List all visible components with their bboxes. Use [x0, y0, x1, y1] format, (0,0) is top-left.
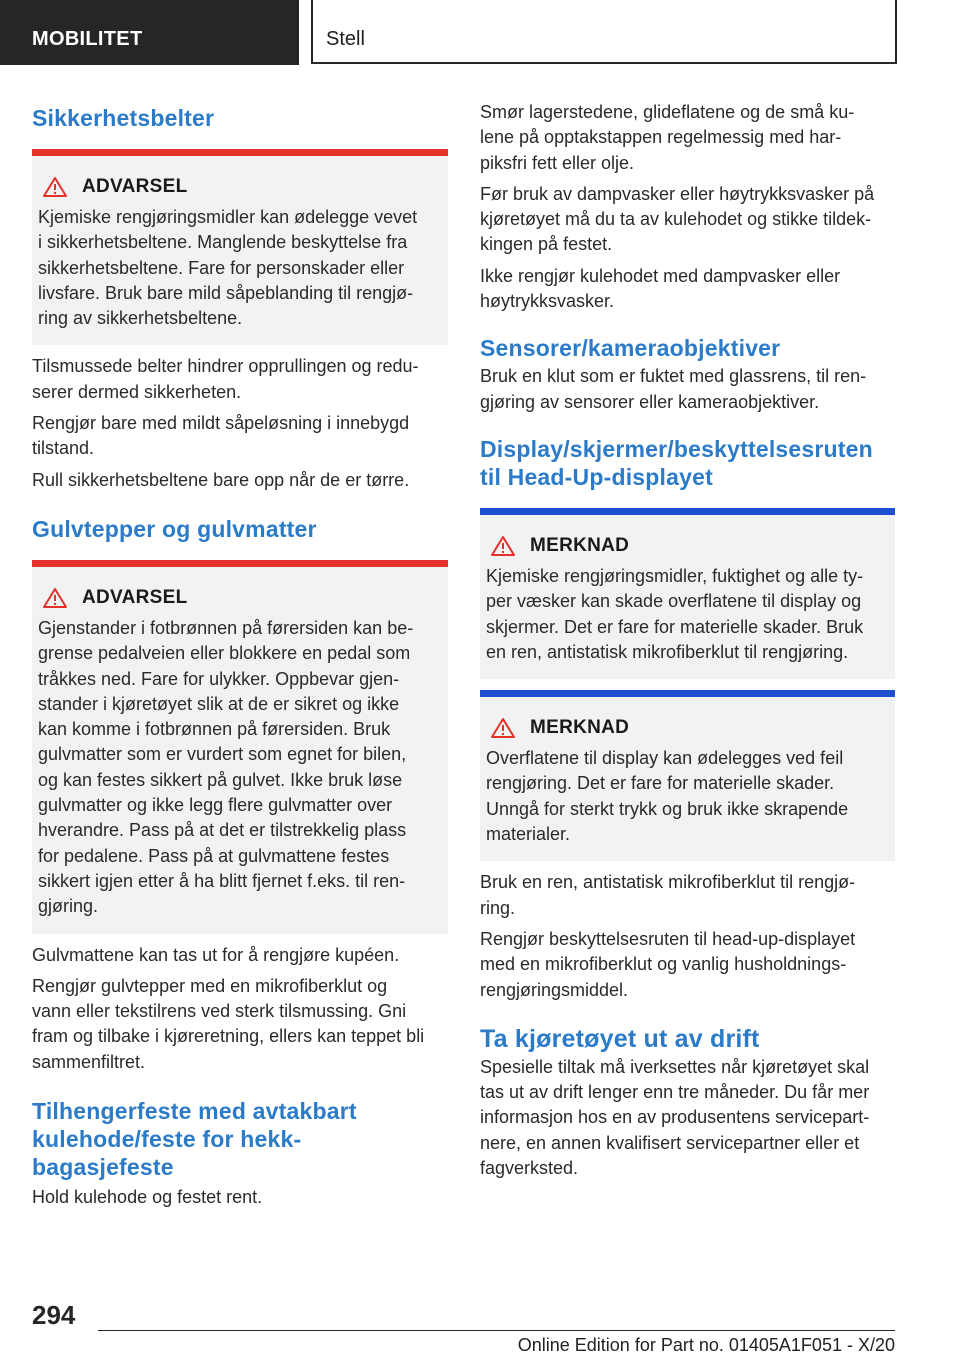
heading-decommission: Ta kjøretøyet ut av drift — [480, 1024, 760, 1053]
warning-title-row — [38, 586, 442, 610]
warning-title: ADVARSEL — [82, 176, 188, 197]
note-box-display-2 — [480, 690, 895, 861]
section-tab — [0, 0, 299, 65]
warning-title: ADVARSEL — [82, 586, 188, 608]
note-title: MERKNAD — [530, 717, 630, 739]
note-text: Overflatene til display kan ødelegges ved feil rengjøring. Det er fare for materielle skader. Unngå for sterkt trykk og bruk ikke skrapende materialer. — [486, 748, 849, 845]
paragraph: Smør lagerstedene, glideflatene og de små ku‐ lene på opptakstappen regelmessig med har‐ piksfri fett eller olje. — [480, 102, 855, 173]
warning-box-seatbelts — [32, 149, 448, 345]
edition-note: Online Edition for Part no. 01405A1F051 - X/20 — [517, 1335, 895, 1355]
heading-carpets: Gulvtepper og gulvmatter — [32, 515, 317, 542]
paragraph: Bruk en klut som er fuktet med glassrens, til ren‐ gjøring av sensorer eller kameraobjektiver. — [480, 366, 867, 412]
heading-seatbelts: Sikkerhetsbelter — [32, 105, 215, 131]
heading-towbar: Tilhengerfeste med avtakbart kulehode/feste for hekk‐ bagasjefeste — [32, 1098, 357, 1181]
warning-triangle-icon — [490, 717, 516, 739]
page-number: 294 — [32, 1300, 76, 1330]
right-column — [480, 100, 895, 1181]
paragraph: Gulvmattene kan tas ut for å rengjøre kupéen. — [32, 944, 400, 965]
note-box-display-1 — [480, 508, 895, 679]
warning-triangle-icon — [490, 535, 516, 557]
paragraph: Rengjør beskyttelsesruten til head-up-displayet med en mikrofiberklut og vanlig husholdnings‐ rengjøringsmiddel. — [480, 928, 856, 1000]
note-title: MERKNAD — [530, 534, 630, 556]
heading-sensors: Sensorer/kameraobjektiver — [480, 335, 781, 362]
note-title-row — [486, 716, 889, 740]
note-title-row — [486, 534, 889, 558]
paragraph: Spesielle tiltak må iverksettes når kjøretøyet skal tas ut av drift lenger enn tre måneder. Du får mer informasjon hos en av produsentens servicepart‐ nere, en annen kvalifisert servicepartner eller et fagverksted. — [480, 1056, 870, 1179]
paragraph: Bruk en ren, antistatisk mikrofiberklut til rengjø‐ ring. — [480, 872, 856, 918]
chapter-tab — [311, 0, 897, 64]
paragraph: Rull sikkerhetsbeltene bare opp når de er tørre. — [32, 469, 410, 490]
paragraph: Før bruk av dampvasker eller høytrykksvasker på kjøretøyet må du ta av kulehodet og stikke tildek‐ kingen på festet. — [480, 183, 875, 255]
paragraph: Hold kulehode og festet rent. — [32, 1187, 263, 1208]
warning-title-row — [38, 175, 442, 199]
heading-display: Display/skjermer/beskyttelsesruten til Head-Up-displayet — [480, 435, 873, 490]
paragraph: Tilsmussede belter hindrer opprullingen og redu‐ serer dermed sikkerheten. — [32, 356, 419, 402]
section-label: MOBILITET — [32, 28, 143, 50]
warning-text: Gjenstander i fotbrønnen på førersiden kan be‐ grense pedalveien eller blokkere en pedal som tråkkes ned. Fare for ulykker. Oppbevar gjen‐ stander i kjøretøyet slik at de er sikret og ikke kan komme i fotbrønnen på førersiden. Bruk gulvmatter som er vurdert som egnet for bilen, og kan festes sikkert på gulvet. Ikke bruk løse gulvmatter og ikke legg flere gulvmatter over hverandre. Pass på at det er tilstrekkelig plass for pedalene. Pass på at gulvmattene festes sikkert igjen etter å ha blitt fjernet f.eks. til ren‐ gjøring. — [38, 617, 414, 917]
footer-divider — [98, 1330, 895, 1331]
warning-box-carpets — [32, 560, 448, 934]
warning-triangle-icon — [42, 176, 68, 198]
left-column — [32, 100, 448, 1210]
note-text: Kjemiske rengjøringsmidler, fuktighet og alle ty‐ per væsker kan skade overflatene til display og skjermer. Det er fare for materielle skader. Bruk en ren, antistatisk mikrofiberklut til rengjøring. — [486, 565, 864, 662]
warning-triangle-icon — [42, 587, 68, 609]
warning-text: Kjemiske rengjøringsmidler kan ødelegge vevet i sikkerhetsbeltene. Manglende beskyttelse fra sikkerhetsbeltene. Fare for personskader eller livsfare. Bruk bare mild såpeblanding til rengjø‐ ring av sikkerhetsbeltene. — [38, 207, 418, 329]
paragraph: Rengjør gulvtepper med en mikrofiberklut og vann eller tekstilrens ved sterk tilsmussing. Gni fram og tilbake i kjøreretning, ellers kan teppet bli sammenfiltret. — [32, 975, 425, 1072]
paragraph: Ikke rengjør kulehodet med dampvasker eller høytrykksvasker. — [480, 265, 841, 312]
paragraph: Rengjør bare med mildt såpeløsning i innebygd tilstand. — [32, 413, 410, 459]
chapter-label: Stell — [326, 28, 365, 50]
